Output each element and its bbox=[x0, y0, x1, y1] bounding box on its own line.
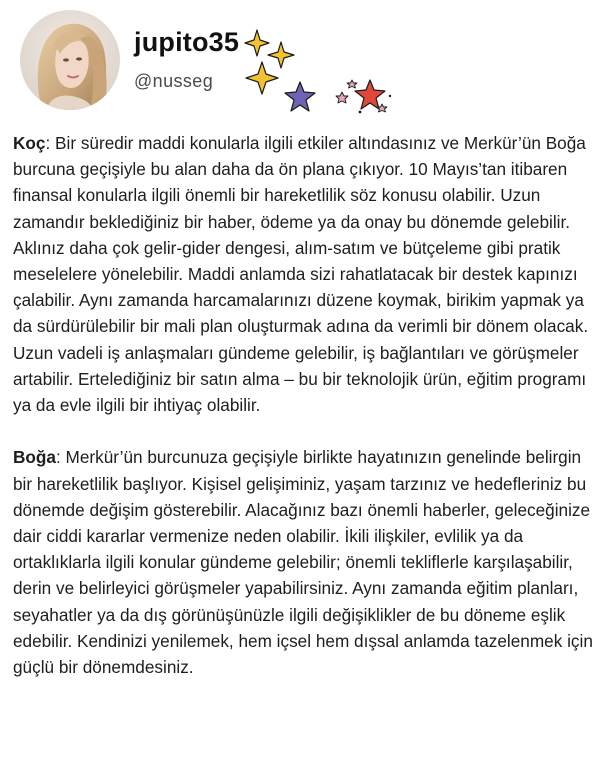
sign-name: Boğa bbox=[13, 447, 56, 468]
paragraph-text: : Merkür’ün burcunuza geçişiyle birlikte hayatınızın genelinde belirgin bir hareketlilik başlıyor. Kişisel gelişiminiz, yaşam tarzınız ve hedefleriniz bu dönemde değişim gösterebilir. Alacağınız bazı önemli haberler, geleceğinize dair ciddi kararlar vermenize neden olabilir. İkili ilişkiler, evlilik ya da ortaklıklarla ilgili konular gündeme gelebilir; önemli tekliflerle karşılaşabilir, derin ve belirleyici görüşmeler yapabilirsiniz. Aynı zamanda eğitim planları, seyahatler ya da dış görünüşünüzle ilgili değişiklikler de bu döneme eşlik edebilir. Kendinizi yenilemek, hem içsel hem dışsal anlamda tazelenmek için güçlü bir dönemdesiniz. bbox=[13, 447, 593, 678]
post-header bbox=[0, 0, 600, 120]
star-icon bbox=[283, 80, 317, 114]
paragraph-text: : Bir süredir maddi konularla ilgili etkiler altındasınız ve Merkür’ün Boğa burcuna geçişiyle bu alan daha da ön plana çıkıyor. 10 Mayıs’tan itibaren finansal konularla ilgili önemli bir hareketlilik söz konusu olabilir. Uzun zamandır beklediğiniz bir haber, ödeme ya da onay bu dönemde gelebilir. Aklınız daha çok gelir-gider dengesi, alım-satım ve bütçeleme gibi pratik meselelere yönelebilir. Maddi anlamda sizi rahatlatacak bir destek kapınızı çalabilir. Aynı zamanda harcamalarınızı düzene koymak, birikim yapmak ya da sürdürülebilir bir mali plan oluşturmak adına da verimli bir dönem olacak. Uzun vadeli iş anlaşmaları gündeme gelebilir, iş bağlantıları ve görüşmeler artabilir. Ertelediğiniz bir satın alma – bu bir teknolojik ürün, eğitim programı ya da evle ilgili bir ihtiyaç olabilir. bbox=[13, 133, 589, 416]
sign-name: Koç bbox=[13, 133, 46, 153]
horoscope-paragraph-boga bbox=[13, 444, 598, 680]
username[interactable]: jupito35 bbox=[134, 27, 240, 57]
user-handle[interactable]: @nusseg bbox=[134, 71, 214, 91]
star-icon bbox=[334, 74, 394, 118]
post-body bbox=[13, 130, 598, 680]
avatar[interactable] bbox=[20, 10, 120, 110]
avatar-photo bbox=[20, 10, 120, 110]
horoscope-paragraph-koc bbox=[13, 130, 598, 418]
